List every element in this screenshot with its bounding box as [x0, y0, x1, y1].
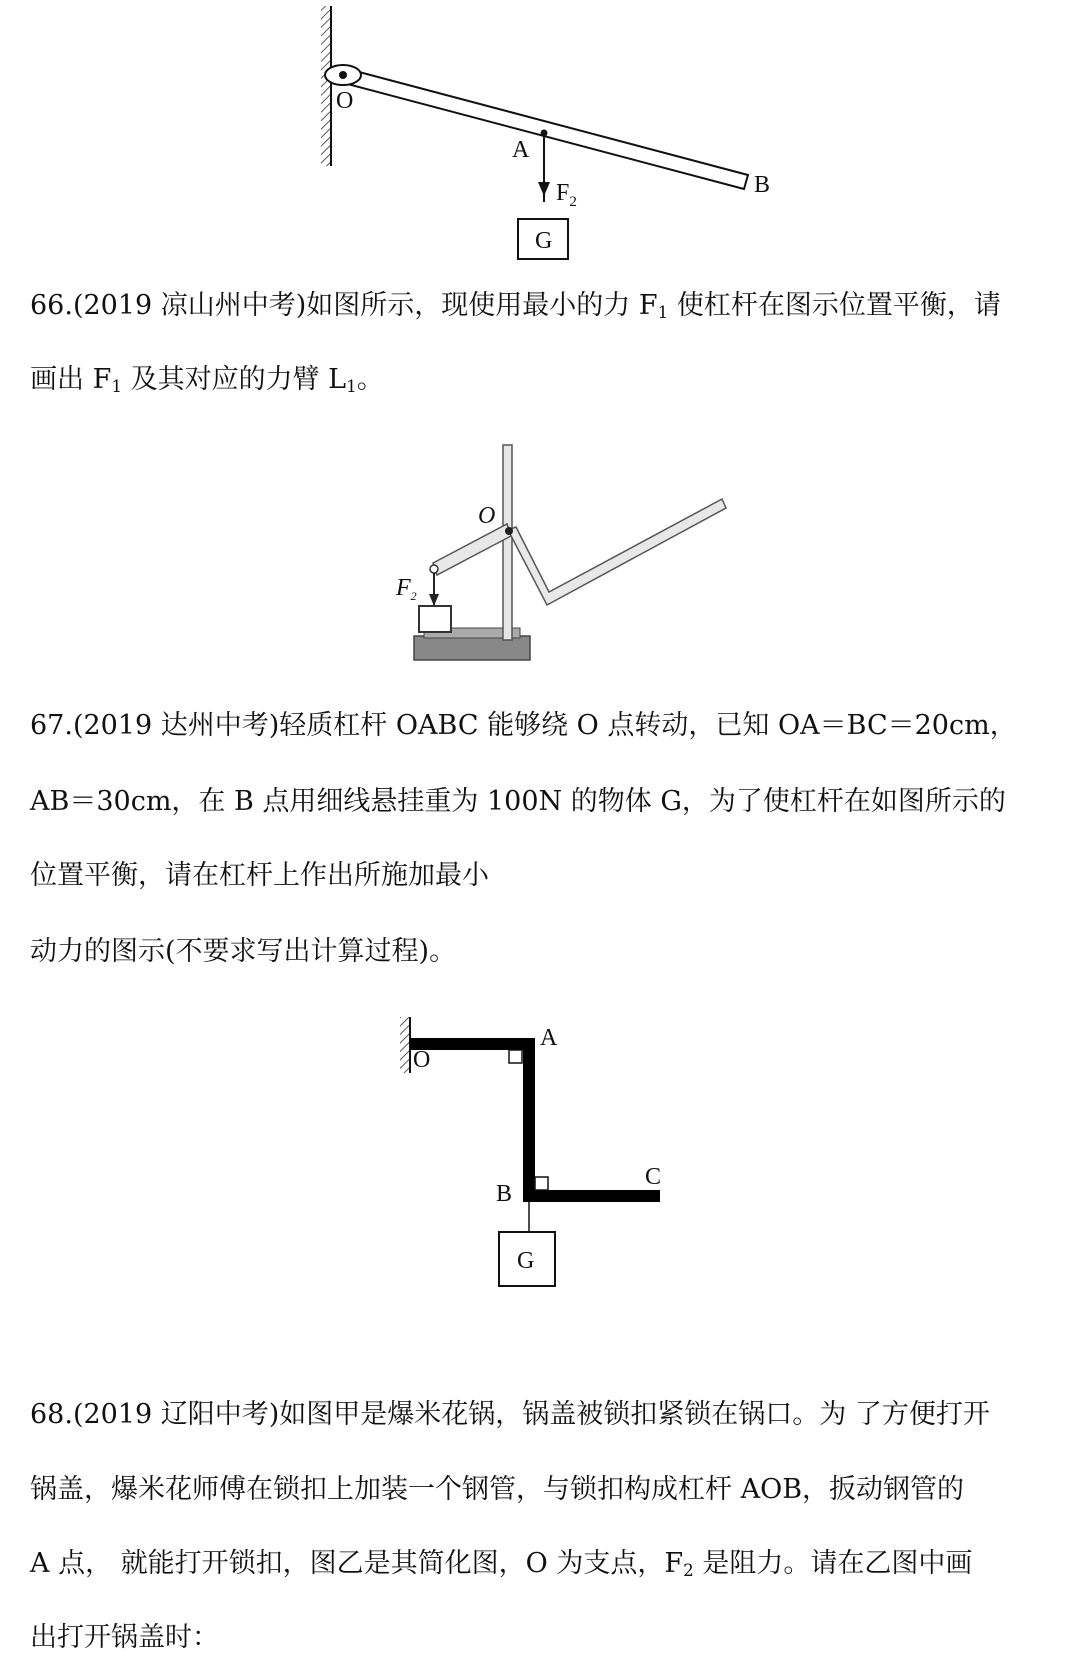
q68-line-3-sub: 2	[683, 1560, 694, 1581]
q67-line-2: AB＝30cm，在 B 点用细线悬挂重为 100N 的物体 G，为了使杠杆在如图所示的	[30, 786, 1006, 817]
label-o-oabc: O	[413, 1047, 431, 1073]
q66-line-1-b: 使杠杆在图示位置平衡，请	[668, 290, 1001, 321]
label-c-oabc: C	[645, 1164, 662, 1190]
q66-line-2-b: 及其对应的力臂 L	[121, 364, 347, 395]
q66-line-2-c: 。	[356, 364, 384, 395]
q67-line-4: 动力的图示(不要求写出计算过程)。	[30, 936, 457, 967]
label-g-oabc: G	[517, 1248, 535, 1274]
label-g: G	[535, 228, 553, 254]
wall-oabc	[400, 1017, 410, 1073]
q67-line-1: 67.(2019 达州中考)轻质杠杆 OABC 能够绕 O 点转动，已知 OA＝BC＝20cm，	[30, 710, 1017, 741]
label-f-stand-letter: F	[396, 575, 411, 601]
q66-line-2-a: 画出 F	[30, 364, 112, 395]
q66-line-1-sub: 1	[657, 302, 669, 323]
q68-line-3-b: 是阻力。请在乙图中画	[693, 1548, 973, 1579]
q68-line-4: 出打开锅盖时：	[30, 1622, 219, 1653]
label-a: A	[512, 137, 530, 163]
lever-oabc	[410, 1044, 660, 1196]
q66-line-1-a: 66.(2019 凉山州中考)如图所示，现使用最小的力 F	[30, 290, 658, 321]
label-b: B	[754, 172, 771, 198]
label-o-stand: O	[478, 503, 496, 529]
label-b-oabc: B	[496, 1181, 513, 1207]
q68-line-3	[30, 1546, 1060, 1582]
q66-line-2-sub2: 1	[346, 376, 357, 397]
q66-line-2-sub1: 1	[111, 376, 122, 397]
q68-line-2: 锅盖，爆米花师傅在锁扣上加装一个钢管，与锁扣构成杠杆 AOB，扳动钢管的	[30, 1474, 965, 1505]
label-f-stand-sub: 2	[410, 589, 417, 603]
label-a-oabc: A	[540, 1025, 558, 1051]
label-f-letter: F	[556, 180, 570, 206]
label-f-sub: 2	[569, 194, 577, 210]
label-o: O	[336, 88, 354, 114]
q68-line-3-a: A 点， 就能打开锁扣，图乙是其简化图，O 为支点，F	[30, 1548, 684, 1579]
q68-line-1: 68.(2019 辽阳中考)如图甲是爆米花锅，锅盖被锁扣紧锁在锅口。为 了方便打开	[30, 1399, 990, 1430]
q67-line-3: 位置平衡，请在杠杆上作出所施加最小	[30, 860, 489, 891]
